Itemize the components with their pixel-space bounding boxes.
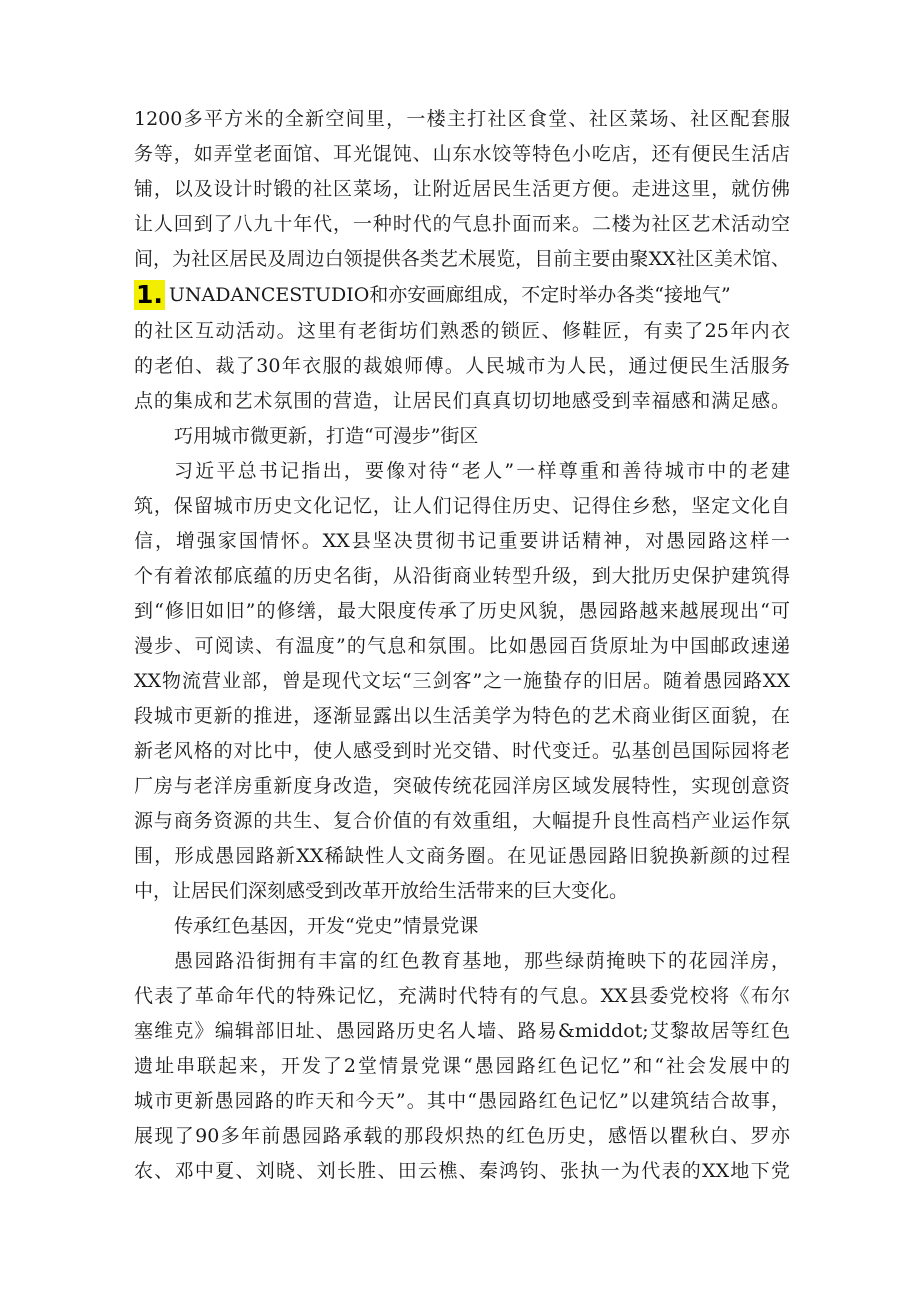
paragraph-line: 务等，如弄堂老面馆、耳光馄饨、山东水饺等特色小吃店，还有便民生活店 bbox=[134, 143, 790, 165]
paragraph-line: 到“修旧如旧”的修缮，最大限度传承了历史风貌，愚园路越来越展现出“可 bbox=[134, 600, 790, 622]
paragraph-line: 遗址串联起来，开发了2堂情景党课“愚园路红色记忆”和“社会发展中的 bbox=[134, 1055, 790, 1077]
paragraph-line: 点的集成和艺术氛围的营造，让居民们真真切切地感受到幸福感和满足感。 bbox=[134, 390, 790, 412]
paragraph-line: 源与商务资源的共生、复合价值的有效重组，大幅提升良性高档产业运作氛 bbox=[134, 810, 790, 832]
paragraph-line: 1200多平方米的全新空间里，一楼主打社区食堂、社区菜场、社区配套服 bbox=[134, 108, 790, 130]
paragraph-line: 新老风格的对比中，使人感受到时光交错、时代变迁。弘基创邑国际园将老 bbox=[134, 740, 790, 762]
paragraph-line: 厂房与老洋房重新度身改造，突破传统花园洋房区域发展特性，实现创意资 bbox=[134, 775, 790, 797]
paragraph-line: 个有着浓郁底蕴的历史名街，从沿街商业转型升级，到大批历史保护建筑得 bbox=[134, 565, 790, 587]
paragraph-line: 筑，保留城市历史文化记忆，让人们记得住历史、记得住乡愁，坚定文化自 bbox=[134, 495, 790, 517]
paragraph-line: 让人回到了八九十年代，一种时代的气息扑面而来。二楼为社区艺术活动空 bbox=[134, 213, 790, 235]
paragraph-line-text: UNADANCESTUDIO和亦安画廊组成，不定时举办各类“接地气” bbox=[168, 284, 731, 306]
highlighted-list-marker: 1. bbox=[136, 280, 163, 309]
paragraph-line: 漫步、可阅读、有温度”的气息和氛围。比如愚园百货原址为中国邮政速递 bbox=[134, 635, 790, 657]
paragraph-line: 段城市更新的推进，逐渐显露出以生活美学为特色的艺术商业街区面貌，在 bbox=[134, 705, 790, 727]
paragraph-line: 代表了革命年代的特殊记忆，充满时代特有的气息。XX县委党校将《布尔 bbox=[134, 985, 790, 1007]
paragraph-first-line: 愚园路沿街拥有丰富的红色教育基地，那些绿荫掩映下的花园洋房， bbox=[174, 950, 790, 972]
paragraph-line: 中，让居民们深刻感受到改革开放给生活带来的巨大变化。 bbox=[134, 880, 629, 902]
paragraph-line: 的社区互动活动。这里有老街坊们熟悉的锁匠、修鞋匠，有卖了25年内衣 bbox=[134, 320, 790, 342]
paragraph-line-with-marker bbox=[134, 280, 731, 310]
section-heading: 传承红色基因，开发“党史”情景党课 bbox=[174, 915, 479, 937]
paragraph-line: 展现了90多年前愚园路承载的那段炽热的红色历史，感悟以瞿秋白、罗亦 bbox=[134, 1125, 790, 1147]
paragraph-line: 围，形成愚园路新XX稀缺性人文商务圈。在见证愚园路旧貌换新颜的过程 bbox=[134, 845, 790, 867]
paragraph-line: 的老伯、裁了30年衣服的裁娘师傅。人民城市为人民，通过便民生活服务 bbox=[134, 355, 790, 377]
paragraph-line: 信，增强家国情怀。XX县坚决贯彻书记重要讲话精神，对愚园路这样一 bbox=[134, 530, 790, 552]
paragraph-line: XX物流营业部，曾是现代文坛“三剑客”之一施蛰存的旧居。随着愚园路XX bbox=[134, 670, 790, 692]
paragraph-line: 铺，以及设计时锻的社区菜场，让附近居民生活更方便。走进这里，就仿佛 bbox=[134, 178, 790, 200]
paragraph-line: 塞维克》编辑部旧址、愚园路历史名人墙、路易&middot;艾黎故居等红色 bbox=[134, 1020, 790, 1042]
section-heading: 巧用城市微更新，打造“可漫步”街区 bbox=[174, 425, 479, 447]
paragraph-line: 农、邓中夏、刘晓、刘长胜、田云樵、秦鸿钧、张执一为代表的XX地下党 bbox=[134, 1160, 790, 1182]
paragraph-line: 城市更新愚园路的昨天和今天”。其中“愚园路红色记忆”以建筑结合故事， bbox=[134, 1090, 790, 1112]
paragraph-line: 间，为社区居民及周边白领提供各类艺术展览，目前主要由聚XX社区美术馆、 bbox=[134, 248, 790, 270]
paragraph-first-line: 习近平总书记指出，要像对待“老人”一样尊重和善待城市中的老建 bbox=[174, 460, 790, 482]
